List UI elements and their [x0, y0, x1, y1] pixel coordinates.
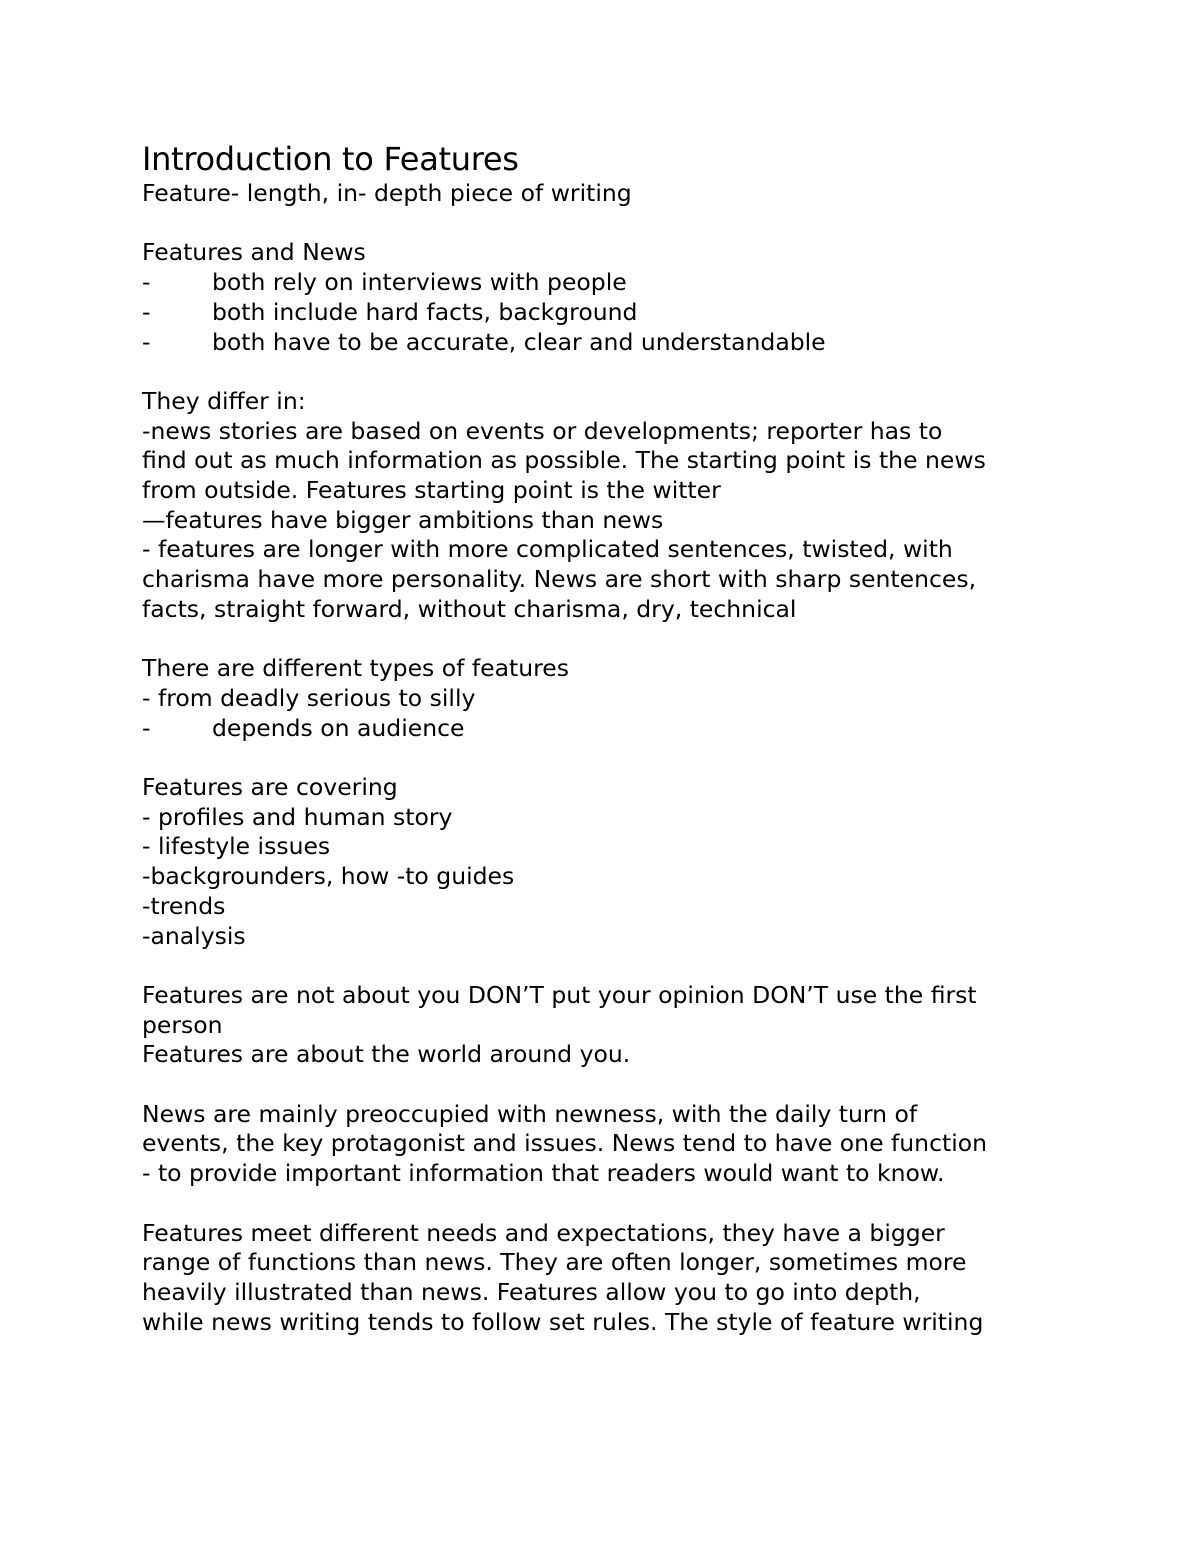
text-line: events, the key protagonist and issues. News tend to have one function	[142, 1129, 988, 1158]
text-line: Features meet different needs and expectations, they have a bigger	[142, 1218, 945, 1247]
text-line: - features are longer with more complicated sentences, twisted, with	[142, 535, 953, 564]
text-line: - to provide important information that readers would want to know.	[142, 1159, 945, 1188]
text-line: while news writing tends to follow set rules. The style of feature writing	[142, 1307, 984, 1336]
features-news-heading: Features and News	[142, 238, 366, 267]
text-line: find out as much information as possible. The starting point is the news	[142, 446, 986, 475]
text-line: facts, straight forward, without charisma, dry, technical	[142, 594, 797, 623]
text-line: person	[142, 1010, 223, 1039]
page-title: Introduction to Features	[142, 140, 519, 178]
paragraph-gap	[142, 625, 1072, 655]
paragraph-gap	[142, 357, 1072, 387]
list-item	[142, 298, 1072, 328]
text-line: from outside. Features starting point is the witter	[142, 476, 721, 504]
bullet-dash: -	[142, 297, 151, 326]
text-line: —features have bigger ambitions than news	[142, 505, 664, 534]
text-line: Features are about the world around you.	[142, 1040, 631, 1069]
covering-heading: Features are covering	[142, 773, 398, 801]
text-line: - lifestyle issues	[142, 832, 331, 861]
paragraph-gap	[142, 951, 1072, 981]
list-item-text: both include hard facts, background	[212, 297, 638, 326]
text-line: - profiles and human story	[142, 802, 453, 831]
differ-heading: They differ in:	[142, 386, 306, 415]
text-line: heavily illustrated than news. Features allow you to go into depth,	[142, 1277, 921, 1306]
text-line: -backgrounders, how -to guides	[142, 862, 515, 891]
list-item-text: both rely on interviews with people	[212, 268, 627, 297]
text-line: Features are not about you DON’T put your opinion DON’T use the first	[142, 980, 977, 1009]
text-line: -news stories are based on events or developments; reporter has to	[142, 416, 943, 445]
paragraph-gap	[142, 743, 1072, 773]
document-body	[142, 139, 1072, 1337]
types-heading: There are different types of features	[142, 654, 569, 683]
paragraph-gap	[142, 209, 1072, 239]
text-line: range of functions than news. They are often longer, sometimes more	[142, 1248, 967, 1277]
bullet-dash: -	[142, 327, 151, 356]
definition-line: Feature- length, in- depth piece of writing	[142, 179, 632, 207]
text-line: - from deadly serious to silly	[142, 683, 476, 712]
paragraph-gap	[142, 1189, 1072, 1219]
paragraph-gap	[142, 1070, 1072, 1100]
text-line: charisma have more personality. News are short with sharp sentences,	[142, 565, 977, 594]
bullet-dash: -	[142, 713, 151, 742]
list-item	[142, 328, 1072, 358]
text-line: -analysis	[142, 921, 246, 950]
list-item-text: depends on audience	[212, 713, 465, 742]
list-item	[142, 268, 1072, 298]
bullet-dash: -	[142, 268, 151, 297]
list-item-text: both have to be accurate, clear and understandable	[212, 327, 826, 356]
text-line: News are mainly preoccupied with newness, with the daily turn of	[142, 1099, 918, 1128]
text-line: -trends	[142, 891, 226, 920]
list-item	[142, 714, 1072, 744]
